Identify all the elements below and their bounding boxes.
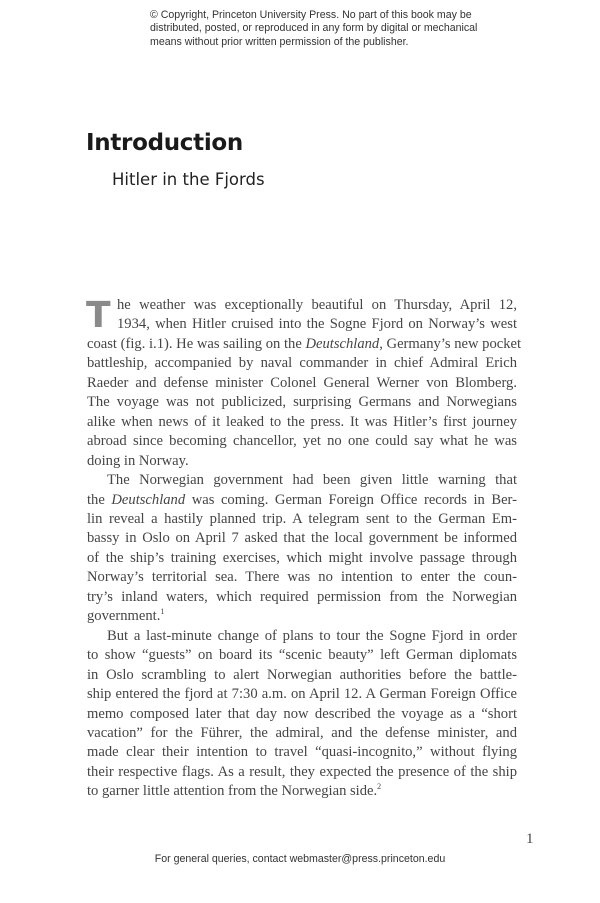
text-line	[87, 335, 522, 354]
text-segment: Norway’s territorial sea. There was no intention to enter the coun-	[87, 569, 517, 586]
text-segment: lin reveal a hastily planned trip. A telegram sent to the German Em-	[87, 510, 517, 527]
text-segment: 1934, when Hitler cruised into the Sogne Fjord on Norway’s west	[117, 316, 517, 333]
italic-title: Deutschland	[305, 335, 380, 352]
text-segment: the	[87, 491, 112, 508]
text-line	[87, 452, 517, 471]
copyright-line: © Copyright, Princeton University Press. No part of this book may be	[150, 9, 472, 21]
text-segment: to show “guests” on board its “scenic beauty” left German diplomats	[87, 647, 517, 664]
text-line	[87, 782, 517, 801]
text-line	[87, 354, 517, 373]
text-line	[87, 724, 517, 743]
paragraph-2	[87, 471, 517, 627]
text-segment: The voyage was not publicized, surprising Germans and Norwegians	[87, 394, 517, 411]
text-line	[87, 763, 517, 782]
text-line	[87, 743, 517, 762]
text-segment: bassy in Oslo on April 7 asked that the local government be informed	[87, 530, 517, 547]
body-text	[86, 296, 522, 802]
text-segment: Raeder and defense minister Colonel General Werner von Blomberg.	[87, 374, 517, 391]
text-segment: try’s inland waters, which required permission from the Norwegian	[87, 588, 517, 605]
footer-contact: For general queries, contact webmaster@press.princeton.edu	[154, 853, 446, 865]
text-line	[87, 607, 517, 626]
drop-cap: T	[86, 298, 111, 334]
text-line	[87, 685, 517, 704]
text-segment: abroad since becoming chancellor, yet no one could say what he was	[87, 433, 517, 450]
text-line	[87, 471, 517, 490]
copyright-notice	[150, 9, 480, 49]
text-segment: doing in Norway.	[87, 452, 189, 469]
text-segment: alike when news of it leaked to the press. It was Hitler’s first journey	[87, 413, 517, 430]
text-segment: battleship, accompanied by naval commander in chief Admiral Erich	[87, 355, 517, 372]
text-segment: in Oslo scrambling to alert Norwegian authorities before the battle-	[87, 666, 517, 683]
text-segment: ship entered the fjord at 7:30 a.m. on April 12. A German Foreign Office	[87, 686, 517, 703]
paragraph-3	[87, 627, 517, 802]
text-segment: their respective flags. As a result, they expected the presence of the ship	[87, 763, 517, 780]
footnote-ref[interactable]: 2	[377, 782, 382, 792]
chapter-title: Introduction	[86, 130, 243, 156]
page-number: 1	[526, 831, 534, 847]
copyright-line: means without prior written permission of the publisher.	[150, 35, 409, 48]
italic-title: Deutschland	[111, 491, 186, 508]
text-segment: But a last-minute change of plans to tour the Sogne Fjord in order	[107, 627, 517, 644]
text-segment: The Norwegian government had been given little warning that	[107, 472, 517, 489]
text-segment: made clear their intention to travel “quasi-incognito,” without flying	[87, 744, 517, 761]
copyright-line: distributed, posted, or reproduced in any form by digital or mechanical	[150, 22, 478, 35]
text-line	[87, 666, 517, 685]
text-line	[87, 510, 517, 529]
chapter-subtitle: Hitler in the Fjords	[112, 170, 265, 189]
text-line	[87, 588, 517, 607]
text-line	[87, 568, 517, 587]
footnote-ref[interactable]: 1	[160, 607, 165, 617]
text-line	[87, 549, 517, 568]
paragraph-1	[87, 296, 522, 471]
text-segment: government.	[87, 608, 161, 625]
text-line	[87, 627, 517, 646]
text-segment: was coming. German Foreign Office records in Ber-	[185, 491, 517, 508]
text-line	[87, 315, 517, 334]
text-segment: coast (fig. i.1). He was sailing on the	[87, 335, 306, 352]
text-line	[87, 413, 517, 432]
text-segment: memo composed later that day now described the voyage as a “short	[87, 705, 517, 722]
text-line	[87, 529, 517, 548]
text-line	[87, 374, 517, 393]
text-line	[87, 491, 517, 510]
text-segment: he weather was exceptionally beautiful on Thursday, April 12,	[117, 297, 517, 313]
text-line	[87, 296, 517, 315]
text-segment: vacation” for the Führer, the admiral, and the defense minister, and	[87, 724, 517, 741]
text-segment: to garner little attention from the Norwegian side.	[87, 783, 378, 800]
text-line	[87, 393, 517, 412]
text-segment: , Germany’s new pocket	[379, 335, 522, 352]
text-line	[87, 432, 517, 451]
text-segment: of the ship’s training exercises, which might involve passage through	[87, 549, 517, 566]
text-line	[87, 646, 517, 665]
text-line	[87, 705, 517, 724]
